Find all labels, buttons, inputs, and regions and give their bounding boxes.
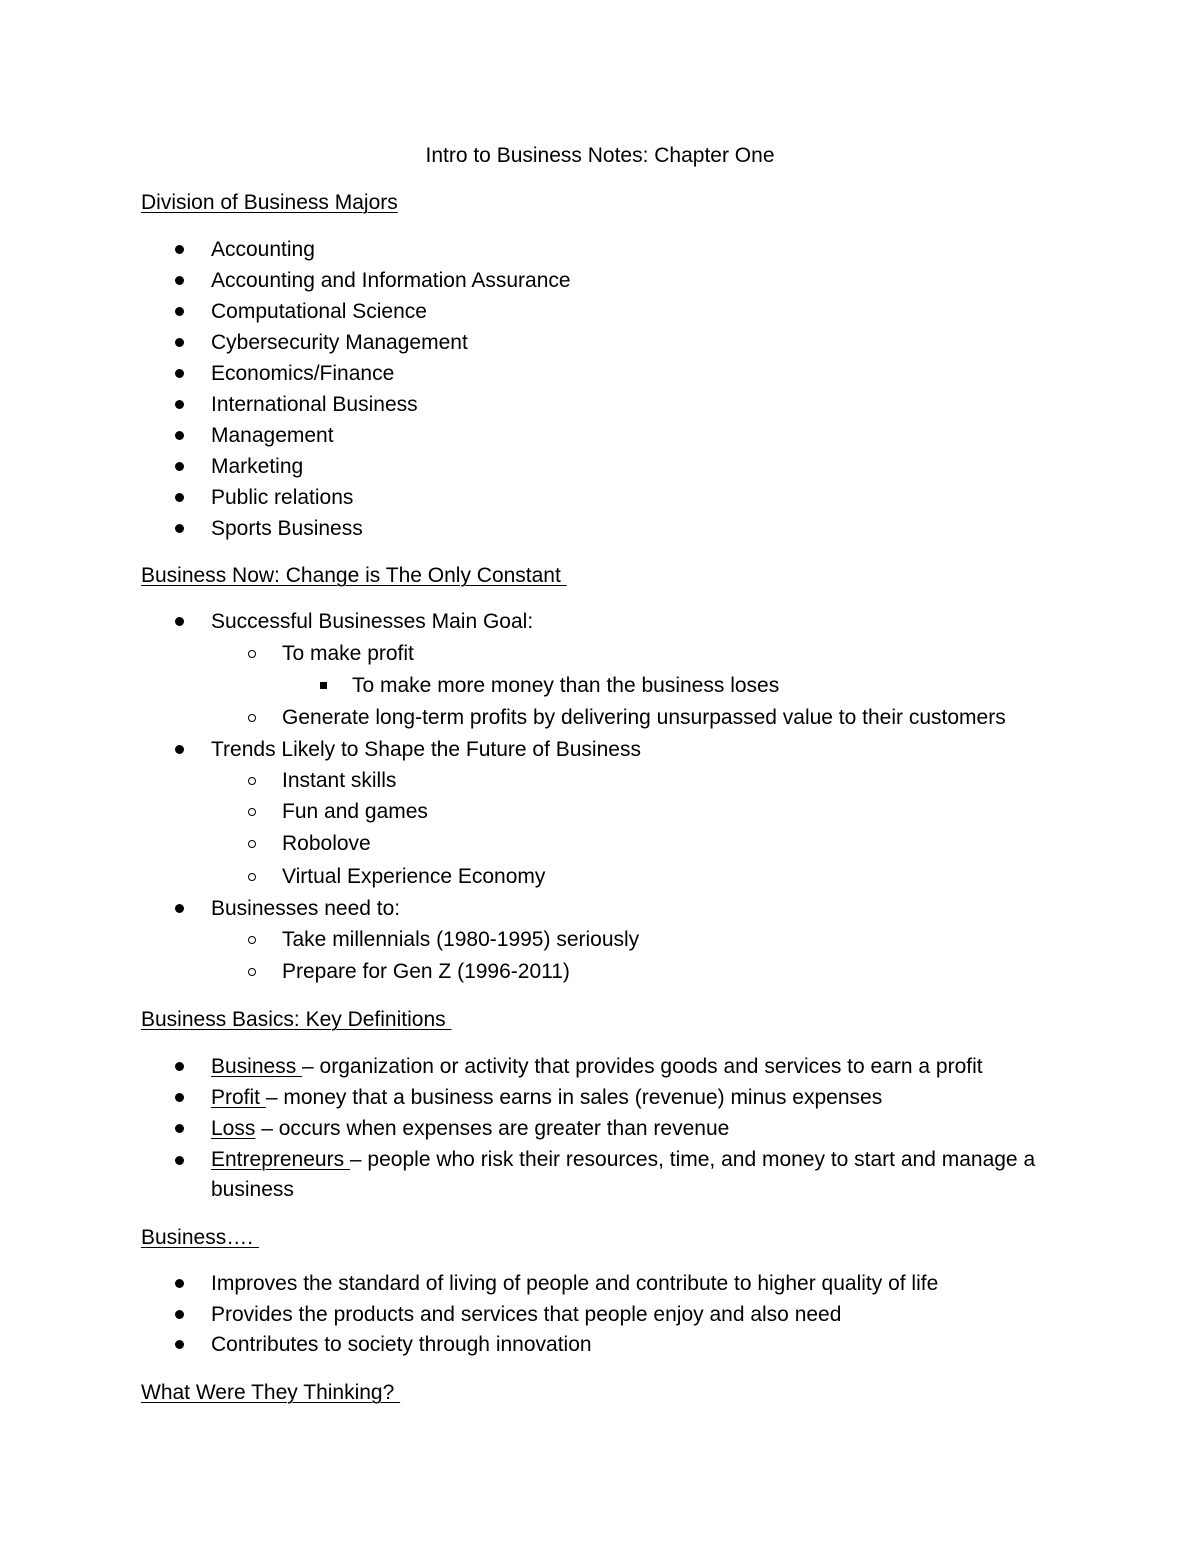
document-title: Intro to Business Notes: Chapter One (425, 144, 775, 167)
list-item: Economics/Finance (0, 360, 1200, 390)
bullet-icon (175, 431, 184, 440)
definition-text: – money that a business earns in sales (revenue) minus expenses (265, 1086, 883, 1109)
bullet-icon (175, 276, 184, 285)
circle-bullet-icon (248, 873, 256, 881)
list-item: Provides the products and services that people enjoy and also need (0, 1301, 1200, 1331)
bullet-icon (175, 400, 184, 409)
square-bullet-icon (320, 682, 327, 689)
definition-term: Business (211, 1055, 303, 1078)
definition-text: – occurs when expenses are greater than revenue (255, 1117, 730, 1140)
circle-bullet-icon (248, 777, 256, 785)
list-item: Cybersecurity Management (0, 329, 1200, 359)
bullet-icon (175, 338, 184, 347)
list-item: Instant skills (0, 767, 1200, 797)
list-item: To make more money than the business loses (0, 672, 1200, 702)
bullet-icon (175, 369, 184, 378)
list-item: Contributes to society through innovation (0, 1331, 1200, 1361)
bullet-icon (175, 245, 184, 254)
bullet-icon (175, 1310, 184, 1319)
list-item: Public relations (0, 484, 1200, 514)
bullet-icon (175, 493, 184, 502)
bullet-icon (175, 307, 184, 316)
section-heading-business-now: Business Now: Change is The Only Constant (141, 564, 567, 587)
bullet-icon (175, 904, 184, 913)
bullet-icon (175, 1340, 184, 1349)
circle-bullet-icon (248, 936, 256, 944)
bullet-icon (175, 617, 184, 626)
bullet-icon (175, 1279, 184, 1288)
definition-item (0, 1053, 1200, 1083)
list-item: Computational Science (0, 298, 1200, 328)
bullet-icon (175, 524, 184, 533)
list-item: Management (0, 422, 1200, 452)
list-item: International Business (0, 391, 1200, 421)
definition-text: – organization or activity that provides goods and services to earn a profit (302, 1055, 983, 1078)
bullet-icon (175, 1156, 184, 1165)
definition-item (0, 1145, 1200, 1205)
list-item: Take millennials (1980-1995) seriously (0, 926, 1200, 956)
circle-bullet-icon (248, 650, 256, 658)
circle-bullet-icon (248, 808, 256, 816)
definition-text: – people who risk their resources, time, and money to start and manage a business (211, 1148, 1036, 1201)
definition-item (0, 1084, 1200, 1114)
definition-item (0, 1115, 1200, 1145)
bullet-icon (175, 745, 184, 754)
definition-term: Profit (211, 1086, 266, 1109)
list-item: Generate long-term profits by delivering unsurpassed value to their customers (0, 704, 1200, 734)
bullet-icon (175, 1062, 184, 1071)
list-item: Marketing (0, 453, 1200, 483)
list-item: Accounting and Information Assurance (0, 267, 1200, 297)
bullet-icon (175, 462, 184, 471)
list-item: Robolove (0, 830, 1200, 860)
list-item: Accounting (0, 236, 1200, 266)
bullet-icon (175, 1124, 184, 1133)
list-item: Improves the standard of living of people and contribute to higher quality of life (0, 1270, 1200, 1300)
list-item: Successful Businesses Main Goal: (0, 608, 1200, 638)
list-item: Businesses need to: (0, 895, 1200, 925)
circle-bullet-icon (248, 968, 256, 976)
section-heading-majors: Division of Business Majors (141, 191, 398, 214)
list-item: Sports Business (0, 515, 1200, 545)
circle-bullet-icon (248, 714, 256, 722)
section-heading-what-were-they-thinking: What Were They Thinking? (141, 1381, 401, 1404)
list-item: Virtual Experience Economy (0, 863, 1200, 893)
section-heading-business: Business…. (141, 1226, 259, 1249)
bullet-icon (175, 1093, 184, 1102)
list-item: Fun and games (0, 798, 1200, 828)
definition-term: Loss (211, 1117, 256, 1140)
list-item: Trends Likely to Shape the Future of Business (0, 736, 1200, 766)
section-heading-key-definitions: Business Basics: Key Definitions (141, 1008, 452, 1031)
circle-bullet-icon (248, 840, 256, 848)
list-item: Prepare for Gen Z (1996-2011) (0, 958, 1200, 988)
definition-term: Entrepreneurs (211, 1148, 350, 1171)
list-item: To make profit (0, 640, 1200, 670)
